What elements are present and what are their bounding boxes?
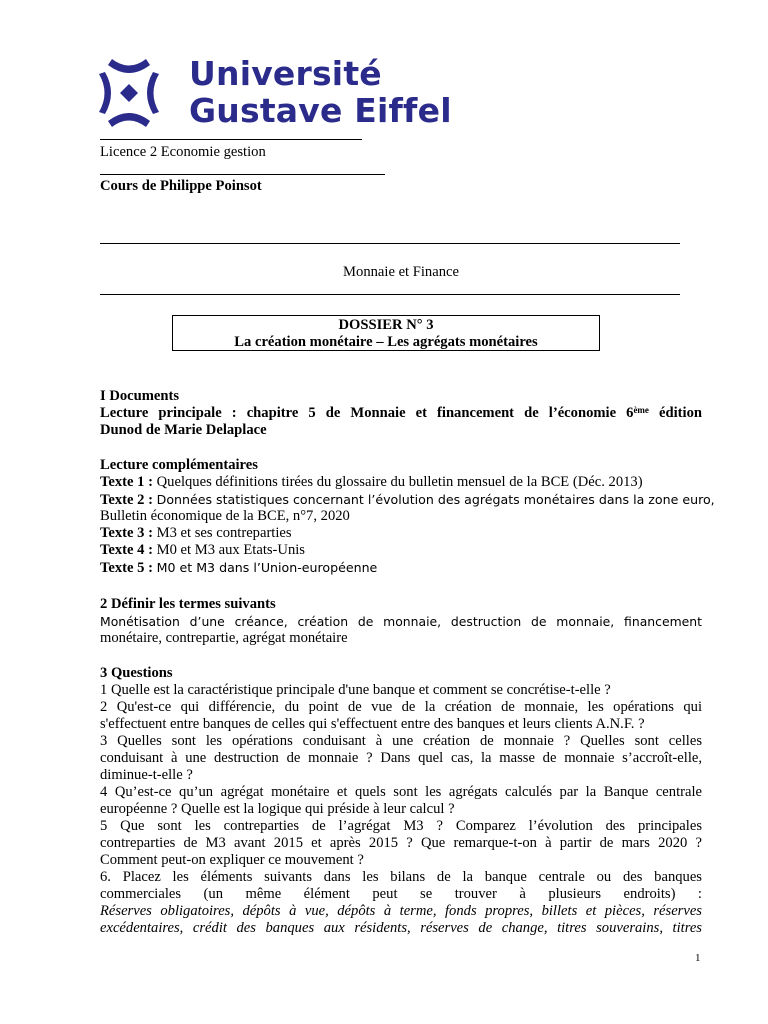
question-line: européenne ? Quelle est la logique qui préside à leur calcul ? [100,801,455,817]
text-desc: M3 et ses contreparties [156,525,292,541]
text-item [100,559,377,577]
main-reading-line2: Dunod de Marie Delaplace [100,422,267,438]
question-italic-line [100,920,702,937]
main-reading [100,405,702,422]
page-number: 1 [695,952,701,964]
text-item [100,491,715,509]
main-reading-label: Lecture principale : [100,405,237,421]
main-reading-sup: ème [633,405,649,415]
text-label: Texte 4 : [100,542,153,558]
university-logo [98,56,458,130]
text-desc: M0 et M3 aux Etats-Unis [156,542,305,558]
question-line-text: 6. Placez les éléments suivants dans les bilans de la banque centrale ou des banques [100,869,702,885]
text-desc: Bulletin économique de la BCE, n°7, 2020 [100,508,350,524]
text-desc: Quelques définitions tirées du glossaire du bulletin mensuel de la BCE (Déc. 2013) [156,474,643,490]
program-label: Licence 2 Economie gestion [100,144,266,160]
text-label: Texte 2 : [100,492,153,508]
question-italic-text: excédentaires, crédit des banques aux résidents, réserves de change, titres souverains, titres [100,920,702,936]
dossier-title: DOSSIER N° 3 [338,317,434,333]
documents-heading: I Documents [100,388,180,404]
question-line: 1 Quelle est la caractéristique principale d'une banque et comment se concrétise-t-elle ? [100,682,611,698]
question-line [100,699,702,716]
terms-line: monétaire, contrepartie, agrégat monétaire [100,630,348,646]
question-line-text: 4 Qu’est-ce qu’un agrégat monétaire et quels sont les agrégats calculés par la Banque centrale [100,784,702,800]
question-line [100,750,702,767]
text-item [100,542,305,559]
terms-heading: 2 Définir les termes suivants [100,596,276,612]
divider [100,294,680,295]
subject-title: Monnaie et Finance [343,264,459,280]
question-line: diminue-t-elle ? [100,767,193,783]
questions-heading: 3 Questions [100,665,173,681]
university-name-line2: Gustave Eiffel [189,91,452,130]
terms-line-text: Monétisation d’une créance, création de monnaie, destruction de monnaie, financement [100,614,702,629]
text-item [100,508,350,525]
university-emblem-icon [98,56,160,130]
question-line [100,886,702,903]
text-desc: M0 et M3 dans l’Union-européenne [156,560,378,575]
question-line [100,818,702,835]
complementary-heading: Lecture complémentaires [100,457,258,473]
text-label: Texte 3 : [100,525,153,541]
divider [100,243,680,244]
divider [100,174,385,175]
question-line [100,869,702,886]
dossier-subtitle: La création monétaire – Les agrégats monétaires [234,334,538,350]
question-line [100,835,702,852]
dossier-box [172,315,600,351]
main-reading-text: chapitre 5 de Monnaie et financement de l’économie 6 [246,405,634,421]
text-label: Texte 1 : [100,474,153,490]
question-line-text: commerciales (un même élément peut se trouver à plusieurs endroits) : [100,886,702,902]
question-line: Comment peut-on expliquer ce mouvement ? [100,852,364,868]
terms-line [100,613,702,630]
text-item [100,525,292,542]
text-label: Texte 5 : [100,560,153,576]
question-line-text: 3 Quelles sont les opérations conduisant à une création de monnaie ? Quelles sont celles [100,733,702,749]
text-item [100,474,643,491]
course-author: Cours de Philippe Poinsot [100,178,262,194]
main-reading-end: édition [648,405,702,421]
question-line [100,784,702,801]
text-desc: Données statistiques concernant l’évolution des agrégats monétaires dans la zone euro, [156,492,715,507]
question-line: s'effectuent entre banques de celles qui s'effectuent entre des banques et leurs clients A.N.F. ? [100,716,645,732]
question-line-text: contreparties de M3 avant 2015 et après 2015 ? Que remarque-t-on à partir de mars 2020 ? [100,835,702,851]
question-italic-text: Réserves obligatoires, dépôts à vue, dépôts à terme, fonds propres, billets et pièces, réserves [100,903,702,919]
question-line-text: conduisant à une destruction de monnaie ? Dans quel cas, la masse de monnaie s’accroît-elle, [100,750,702,766]
question-line-text: 5 Que sont les contreparties de l’agrégat M3 ? Comparez l’évolution des principales [100,818,702,834]
divider [100,139,362,140]
university-name-line1: Université [189,54,382,93]
question-line-text: 2 Qu'est-ce qui différencie, du point de vue de la création de monnaie, les opérations qui [100,699,702,715]
question-italic-line [100,903,702,920]
question-line [100,733,702,750]
